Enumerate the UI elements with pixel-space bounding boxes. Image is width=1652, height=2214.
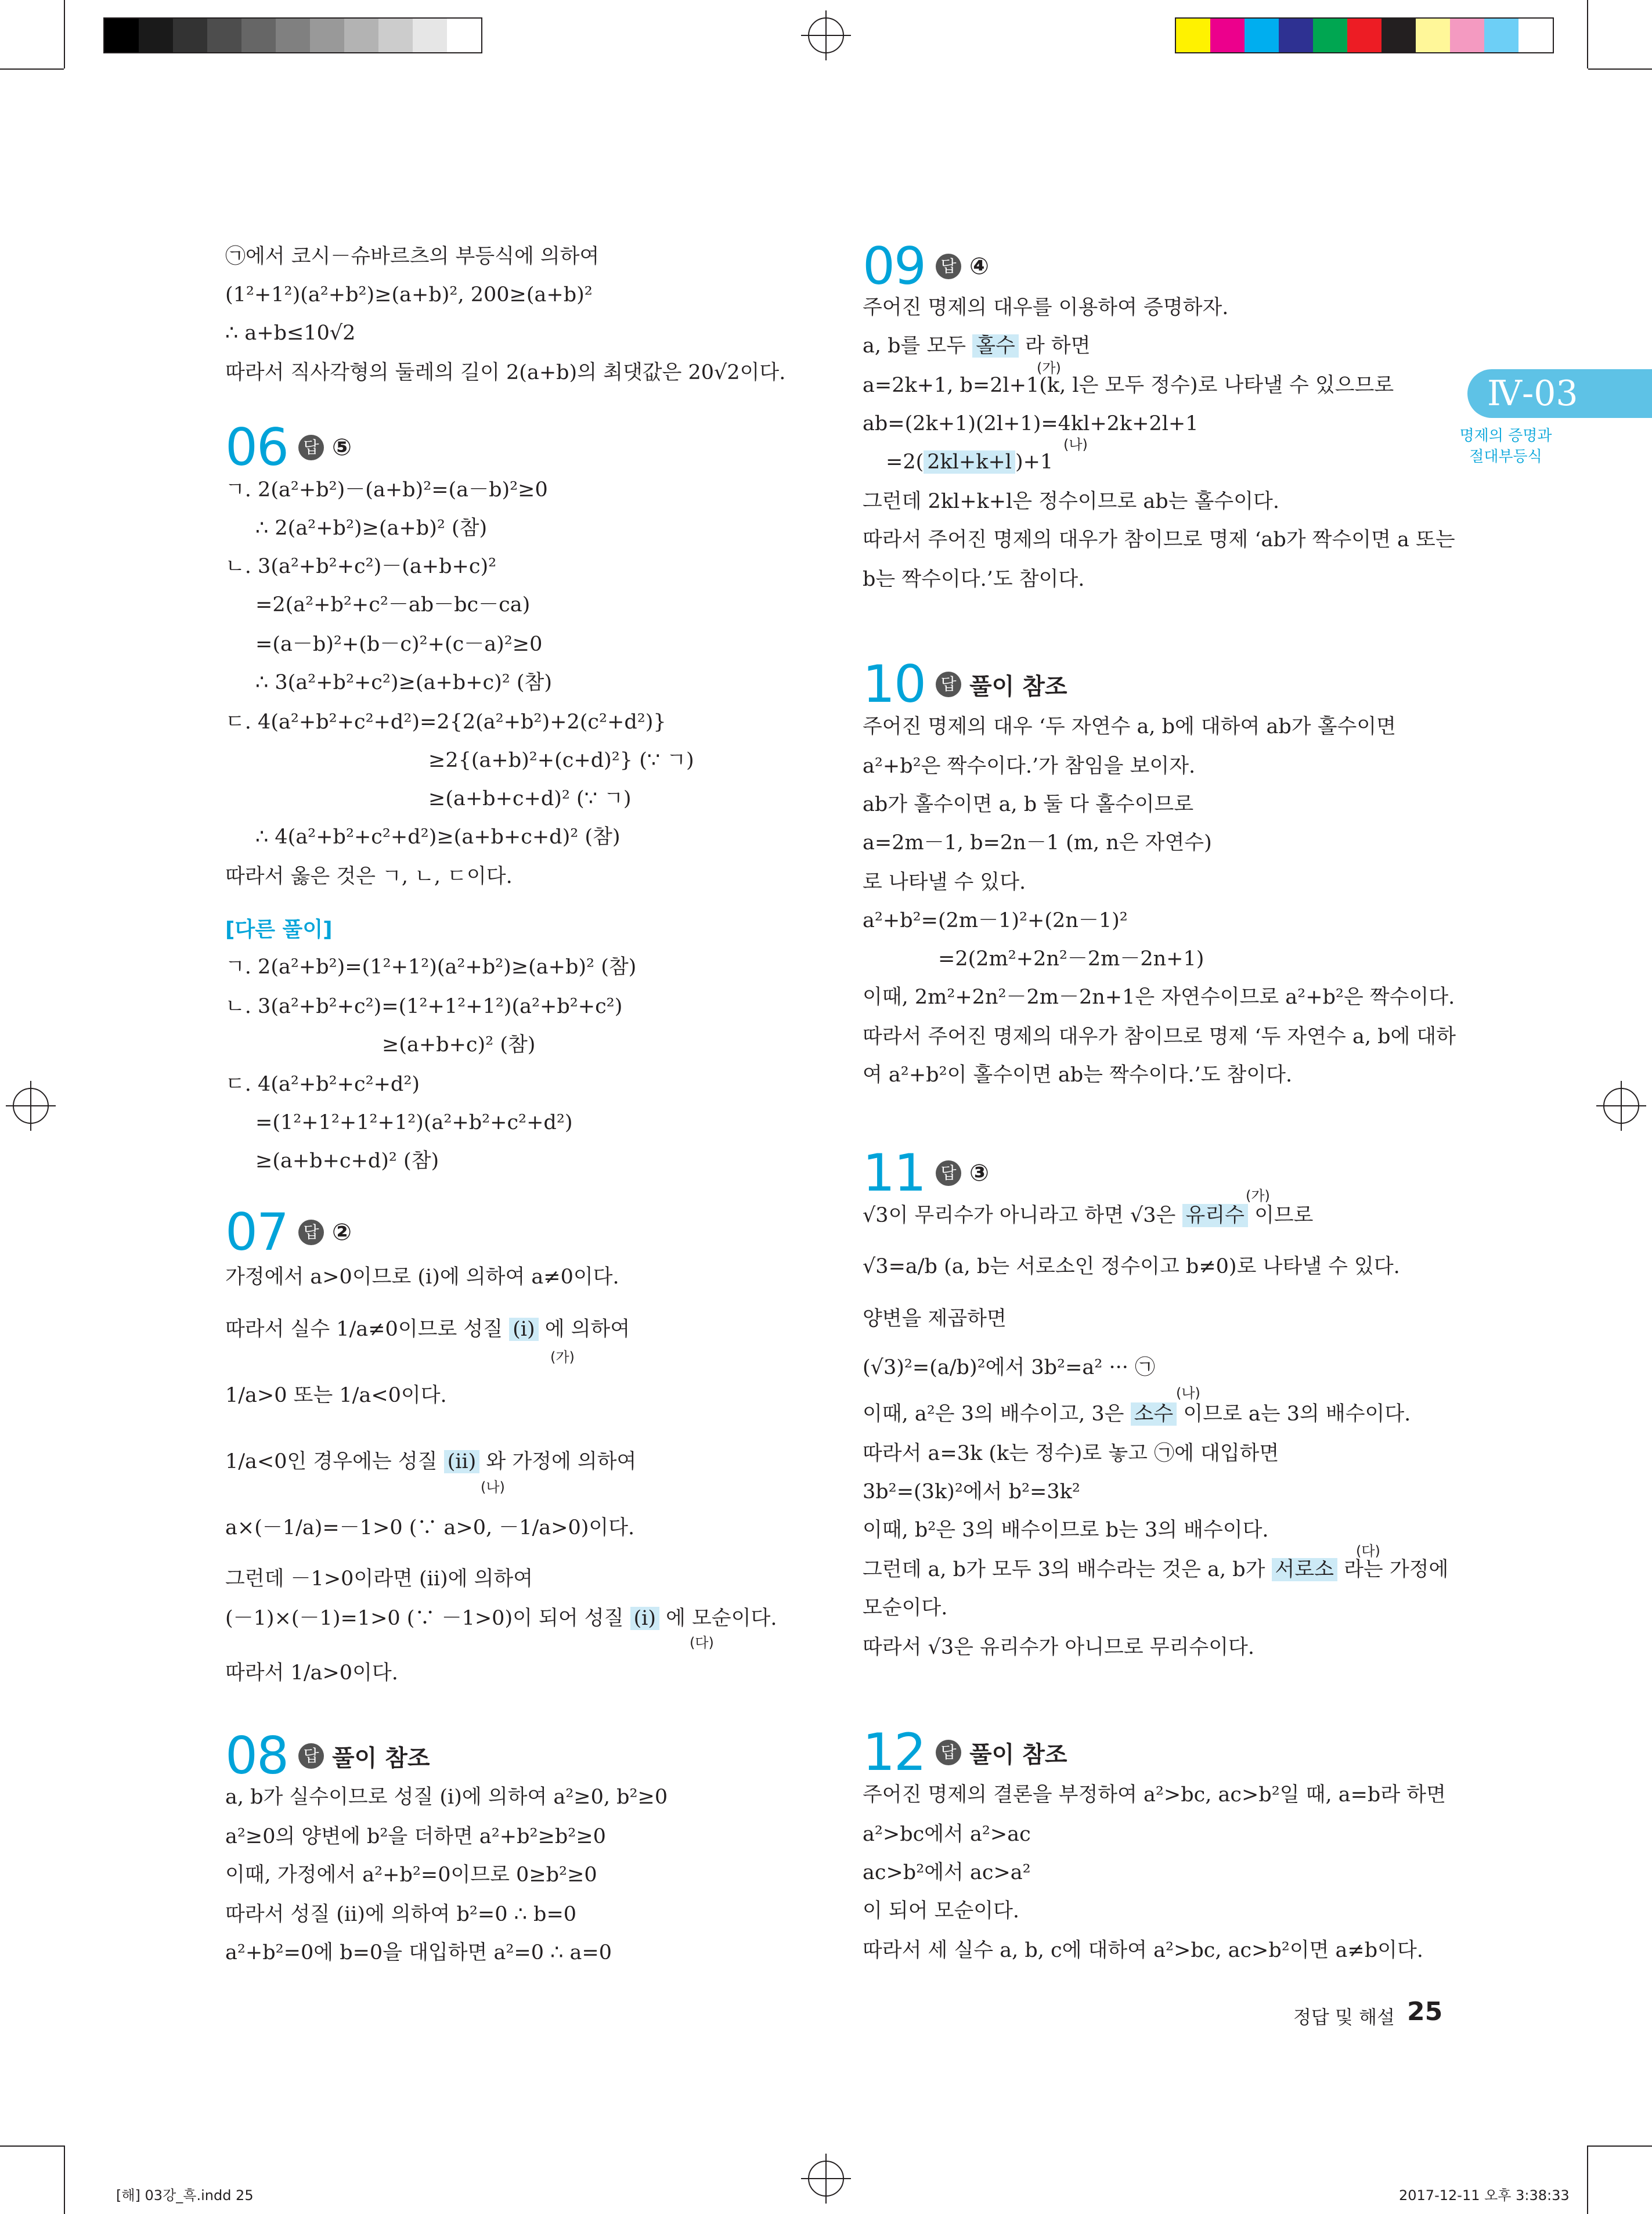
intro-line-2: (1²+1²)(a²+b²)≥(a+b)², 200≥(a+b)²: [225, 283, 593, 307]
q11-text: 그런데 a, b가 모두 3의 배수라는 것은 a, b가: [863, 1558, 1272, 1581]
intro-line-4: 따라서 직사각형의 둘레의 길이 2(a+b)의 최댓값은 20√2이다.: [225, 361, 786, 384]
other-line: ≥(a+b+c+d)² (참): [255, 1149, 439, 1173]
registration-mark-left: [6, 1081, 56, 1131]
q07-text: 에 모순이다.: [659, 1607, 777, 1630]
other-line: ㄴ. 3(a²+b²+c²)=(1²+1²+1²)(a²+b²+c²): [225, 995, 623, 1018]
answer-badge: 답: [298, 1743, 324, 1769]
q12-answer: 풀이 참조: [969, 1741, 1067, 1768]
q11-text: 라는 가정에: [1337, 1558, 1449, 1581]
q07-line: [225, 1449, 636, 1474]
q06-line: ≥(a+b+c+d)² (∵ ㄱ): [428, 787, 632, 810]
q06-line: =2(a²+b²+c²－ab－bc－ca): [255, 593, 531, 616]
note-ga: (가): [1246, 1188, 1270, 1204]
color-strip: [1175, 17, 1554, 53]
registration-mark-top: [801, 10, 851, 60]
q11-heading: [863, 1143, 989, 1203]
q11-line: 따라서 a=3k (k는 정수)로 놓고 ㉠에 대입하면: [863, 1442, 1279, 1465]
q06-line: ㄴ. 3(a²+b²+c²)－(a+b+c)²: [225, 555, 497, 578]
q11-line: 이때, b²은 3의 배수이므로 b는 3의 배수이다.: [863, 1519, 1269, 1542]
q10-line: a²+b²은 짝수이다.’가 참임을 보이자.: [863, 755, 1196, 778]
q06-line: ∴ 4(a²+b²+c²+d²)≥(a+b+c+d)² (참): [255, 825, 621, 849]
note-na: (나): [1176, 1385, 1200, 1401]
q08-line: a, b가 실수이므로 성질 (i)에 의하여 a²≥0, b²≥0: [225, 1786, 668, 1809]
q11-text: 이므로: [1247, 1204, 1314, 1227]
q07-line: a×(－1/a)=－1>0 (∵ a>0, －1/a>0)이다.: [225, 1516, 635, 1539]
q12-line: 주어진 명제의 결론을 부정하여 a²>bc, ac>b²일 때, a=b라 하면: [863, 1783, 1446, 1806]
q11-line: 양변을 제곱하면: [863, 1307, 1007, 1330]
q10-line: a=2m－1, b=2n－1 (m, n은 자연수): [863, 831, 1212, 854]
intro-line-1: ㉠에서 코시－슈바르츠의 부등식에 의하여: [225, 245, 600, 268]
q06-heading: [225, 417, 352, 477]
q09-line: a=2k+1, b=2l+1(k, l은 모두 정수)로 나타낼 수 있으므로: [863, 374, 1394, 397]
note-da: (다): [690, 1635, 714, 1651]
q09-line: [886, 449, 1053, 475]
other-line: ㄷ. 4(a²+b²+c²+d²): [225, 1073, 420, 1096]
q07-answer: ②: [331, 1219, 352, 1246]
blank-da: 서로소: [1272, 1558, 1337, 1581]
q06-line: ㄷ. 4(a²+b²+c²+d²)=2{2(a²+b²)+2(c²+d²)}: [225, 711, 666, 734]
answer-badge: 답: [936, 1740, 961, 1765]
q06-line: =(a－b)²+(b－c)²+(c－a)²≥0: [255, 633, 543, 656]
grayscale-strip: [103, 17, 482, 53]
q09-line: [863, 333, 1091, 359]
blank-ga: 홀수: [972, 334, 1019, 358]
q07-text: 와 가정에 의하여: [479, 1450, 637, 1473]
q06-number: 06: [225, 417, 288, 477]
blank-ga: 유리수: [1182, 1204, 1248, 1227]
q06-answer: ⑤: [331, 434, 352, 461]
other-line: =(1²+1²+1²+1²)(a²+b²+c²+d²): [255, 1111, 573, 1134]
blank-da: (i): [630, 1607, 660, 1630]
q07-line: 1/a>0 또는 1/a<0이다.: [225, 1384, 447, 1407]
q10-heading: [863, 654, 1067, 714]
q11-text: √3이 무리수가 아니라고 하면 √3은: [863, 1204, 1182, 1227]
answer-badge: 답: [936, 672, 961, 697]
q08-heading: [225, 1726, 430, 1786]
q09-text: =2(: [886, 450, 924, 474]
other-line: ≥(a+b+c)² (참): [382, 1033, 536, 1056]
q09-text: 라 하면: [1018, 334, 1091, 358]
q09-line: 주어진 명제의 대우를 이용하여 증명하자.: [863, 296, 1229, 319]
q09-text: )+1: [1015, 450, 1054, 474]
q10-number: 10: [863, 654, 925, 714]
chapter-subtitle-2: 절대부등식: [1469, 448, 1542, 466]
q11-line: √3=a/b (a, b는 서로소인 정수이고 b≠0)로 나타낼 수 있다.: [863, 1255, 1400, 1278]
q08-answer: 풀이 참조: [331, 1744, 430, 1772]
chapter-tab: [1467, 369, 1652, 418]
q10-line: a²+b²=(2m－1)²+(2n－1)²: [863, 909, 1128, 932]
q11-line: [863, 1401, 1411, 1427]
q08-number: 08: [225, 1726, 288, 1786]
q09-number: 09: [863, 236, 925, 296]
q08-line: 따라서 성질 (ii)에 의하여 b²=0 ∴ b=0: [225, 1903, 577, 1926]
chapter-tab-label: Ⅳ-03: [1487, 373, 1578, 414]
note-ga: (가): [550, 1349, 575, 1365]
blank-ga: (i): [509, 1318, 539, 1341]
q07-line: 그런데 －1>0이라면 (ii)에 의하여: [225, 1567, 533, 1591]
q06-line: ∴ 3(a²+b²+c²)≥(a+b+c)² (참): [255, 671, 553, 694]
q11-line: 모순이다.: [863, 1596, 948, 1620]
answer-badge: 답: [298, 1220, 324, 1245]
q12-heading: [863, 1722, 1067, 1782]
q11-number: 11: [863, 1143, 925, 1203]
q10-line: 이때, 2m²+2n²－2m－2n+1은 자연수이므로 a²+b²은 짝수이다.: [863, 986, 1455, 1009]
registration-mark-right: [1596, 1081, 1646, 1131]
answer-badge: 답: [936, 254, 961, 279]
other-solution-label: [다른 풀이]: [225, 918, 333, 942]
q12-number: 12: [863, 1722, 925, 1782]
q10-answer: 풀이 참조: [969, 673, 1067, 700]
q07-text: 에 의하여: [538, 1318, 630, 1341]
q07-text: 1/a<0인 경우에는 성질: [225, 1450, 444, 1473]
note-na: (나): [1063, 437, 1088, 453]
file-name: [해] 03강_흑.indd 25: [116, 2187, 254, 2204]
q12-line: a²>bc에서 a²>ac: [863, 1823, 1031, 1846]
q10-line: 여 a²+b²이 홀수이면 ab는 짝수이다.’도 참이다.: [863, 1063, 1293, 1087]
note-da: (다): [1356, 1543, 1380, 1559]
q11-text: 이때, a²은 3의 배수이고, 3은: [863, 1402, 1131, 1426]
q11-line: 따라서 √3은 유리수가 아니므로 무리수이다.: [863, 1636, 1254, 1659]
q07-line: [225, 1606, 777, 1631]
q07-number: 07: [225, 1202, 288, 1262]
q11-text: 이므로 a는 3의 배수이다.: [1177, 1402, 1411, 1426]
q09-answer: ④: [969, 253, 989, 280]
q10-line: 따라서 주어진 명제의 대우가 참이므로 명제 ‘두 자연수 a, b에 대하: [863, 1025, 1456, 1048]
q06-line: ∴ 2(a²+b²)≥(a+b)² (참): [255, 517, 488, 540]
q07-heading: [225, 1202, 352, 1262]
q06-line: ㄱ. 2(a²+b²)－(a+b)²=(a－b)²≥0: [225, 478, 548, 502]
intro-line-3: ∴ a+b≤10√2: [225, 322, 356, 345]
answer-badge: 답: [936, 1160, 961, 1186]
q07-text: (－1)×(－1)=1>0 (∵ －1>0)이 되어 성질: [225, 1607, 630, 1630]
q08-line: a²+b²=0에 b=0을 대입하면 a²=0 ∴ a=0: [225, 1941, 612, 1964]
q09-heading: [863, 236, 989, 296]
other-line: ㄱ. 2(a²+b²)=(1²+1²)(a²+b²)≥(a+b)² (참): [225, 955, 637, 979]
q07-line: 따라서 1/a>0이다.: [225, 1661, 398, 1685]
registration-mark-bottom: [801, 2154, 851, 2204]
page-number: 25: [1407, 1997, 1443, 2027]
chapter-subtitle-1: 명제의 증명과: [1459, 427, 1552, 445]
q06-line: ≥2{(a+b)²+(c+d)²} (∵ ㄱ): [428, 749, 694, 772]
q09-line: 그런데 2kl+k+l은 정수이므로 ab는 홀수이다.: [863, 490, 1279, 513]
q09-line: ab=(2k+1)(2l+1)=4kl+2k+2l+1: [863, 412, 1199, 435]
q07-text: 따라서 실수 1/a≠0이므로 성질: [225, 1318, 510, 1341]
q07-line: 가정에서 a>0이므로 (i)에 의하여 a≠0이다.: [225, 1265, 619, 1289]
q10-line: 주어진 명제의 대우 ‘두 자연수 a, b에 대하여 ab가 홀수이면: [863, 715, 1396, 738]
answer-badge: 답: [298, 435, 324, 460]
q12-line: 따라서 세 실수 a, b, c에 대하여 a²>bc, ac>b²이면 a≠b이다.: [863, 1939, 1423, 1962]
footer-label: 정답 및 해설: [1293, 2006, 1395, 2028]
q08-line: 이때, 가정에서 a²+b²=0이므로 0≥b²≥0: [225, 1863, 597, 1887]
note-ga: (가): [1037, 360, 1061, 376]
q11-answer: ③: [969, 1160, 989, 1187]
q09-line: b는 짝수이다.’도 참이다.: [863, 568, 1085, 591]
blank-na: (ii): [444, 1450, 480, 1473]
q12-line: ac>b²에서 ac>a²: [863, 1861, 1031, 1884]
q09-line: 따라서 주어진 명제의 대우가 참이므로 명제 ‘ab가 짝수이면 a 또는: [863, 528, 1455, 551]
q10-line: 로 나타낼 수 있다.: [863, 871, 1026, 894]
q06-line: 따라서 옳은 것은 ㄱ, ㄴ, ㄷ이다.: [225, 865, 513, 888]
q07-line: [225, 1317, 630, 1342]
q08-line: a²≥0의 양변에 b²을 더하면 a²+b²≥b²≥0: [225, 1825, 606, 1848]
blank-na: 2kl+k+l: [924, 450, 1015, 474]
note-na: (나): [481, 1479, 505, 1495]
q11-line: (√3)²=(a/b)²에서 3b²=a² ··· ㉠: [863, 1356, 1155, 1379]
print-date: 2017-12-11 오후 3:38:33: [1399, 2187, 1570, 2204]
q11-line: [863, 1557, 1448, 1582]
blank-na: 소수: [1131, 1402, 1177, 1426]
q11-line: 3b²=(3k)²에서 b²=3k²: [863, 1480, 1080, 1503]
q10-line: =2(2m²+2n²－2m－2n+1): [938, 947, 1204, 971]
q11-line: [863, 1203, 1314, 1228]
q10-line: ab가 홀수이면 a, b 둘 다 홀수이므로: [863, 793, 1194, 816]
q09-text: a, b를 모두: [863, 334, 973, 358]
q12-line: 이 되어 모순이다.: [863, 1899, 1020, 1923]
